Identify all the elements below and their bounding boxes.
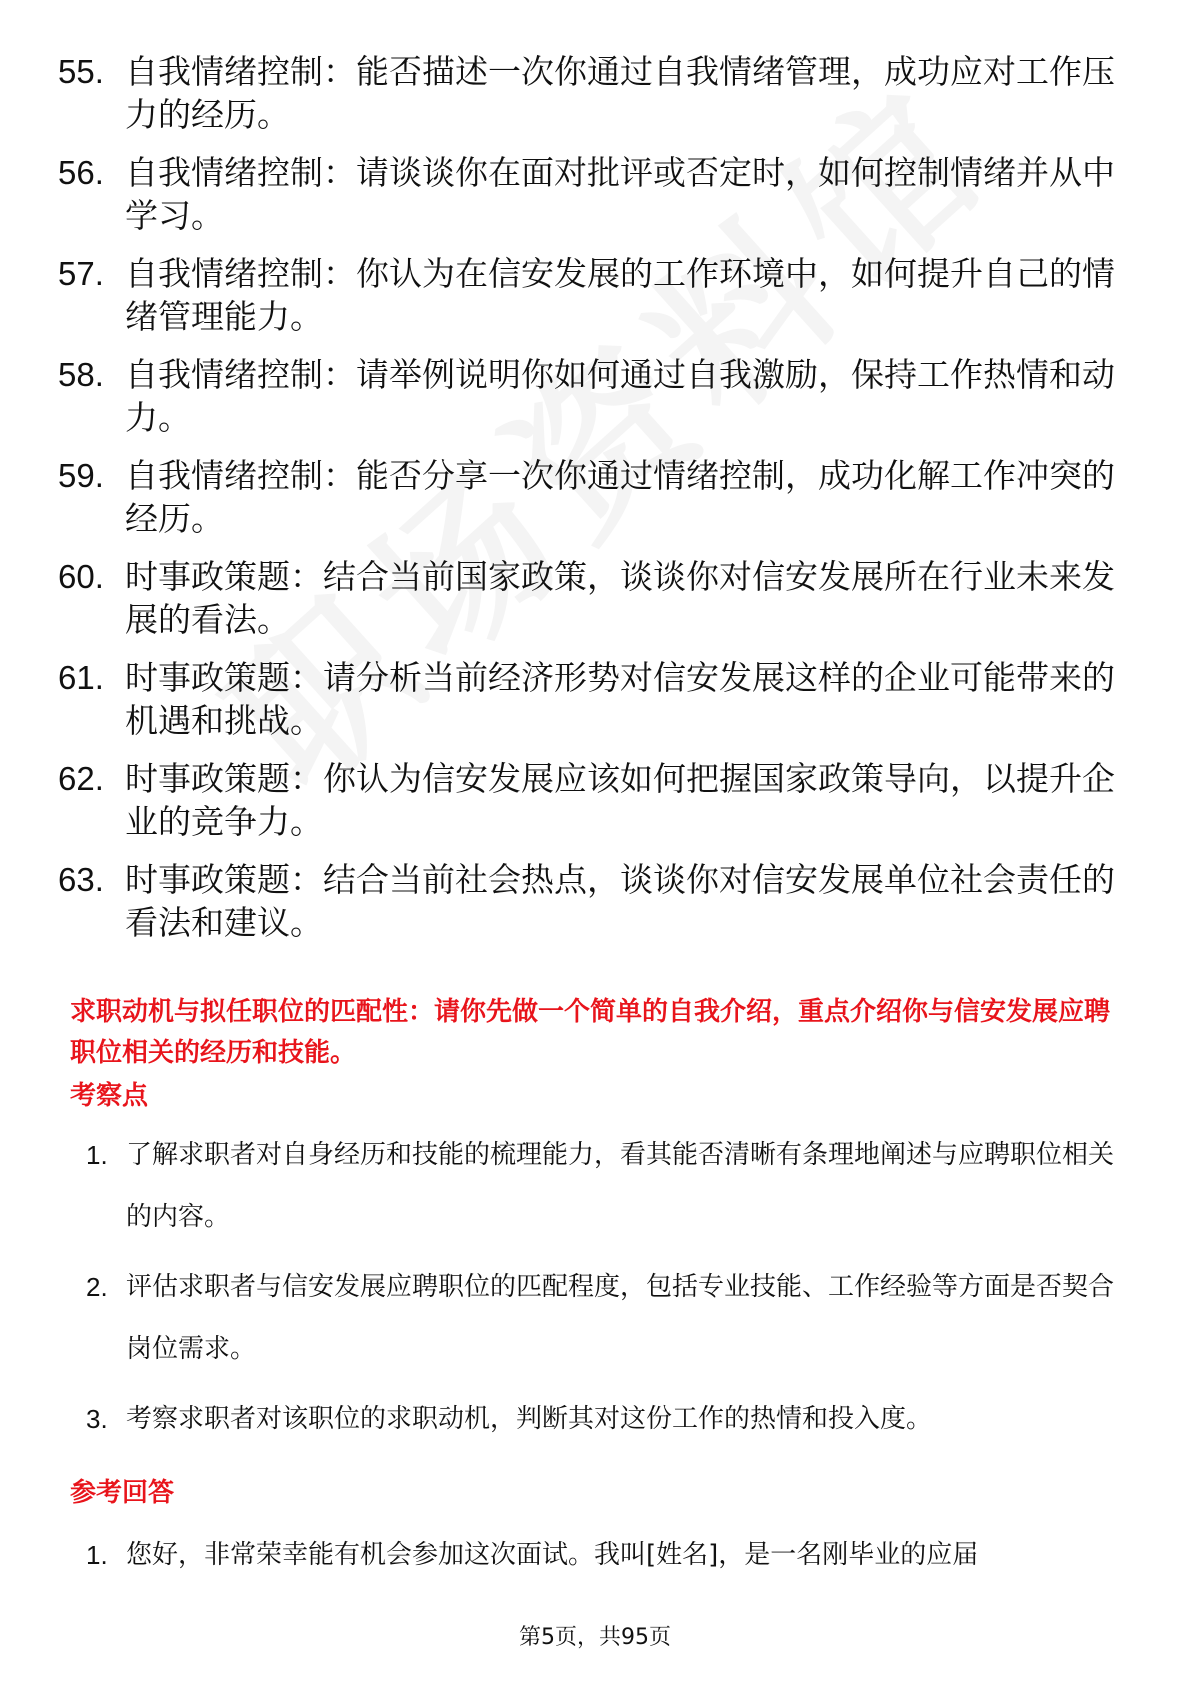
question-text: 自我情绪控制：能否分享一次你通过情绪控制，成功化解工作冲突的经历。 bbox=[125, 456, 1115, 538]
answer-list bbox=[86, 1524, 1126, 1594]
point-number: 1. bbox=[86, 1140, 108, 1170]
question-item bbox=[58, 555, 1138, 641]
question-number: 63. bbox=[58, 861, 104, 898]
section-title: 求职动机与拟任职位的匹配性：请你先做一个简单的自我介绍，重点介绍你与信安发展应聘职位相关的经历和技能。 bbox=[70, 997, 1111, 1068]
question-item bbox=[58, 858, 1138, 944]
question-number: 55. bbox=[58, 53, 104, 90]
point-text: 考察求职者对该职位的求职动机，判断其对这份工作的热情和投入度。 bbox=[126, 1404, 933, 1434]
points-heading: 考察点 bbox=[70, 1081, 149, 1111]
question-number: 61. bbox=[58, 659, 104, 696]
question-item bbox=[58, 252, 1138, 338]
point-text: 评估求职者与信安发展应聘职位的匹配程度，包括专业技能、工作经验等方面是否契合岗位需求。 bbox=[126, 1272, 1115, 1364]
question-item bbox=[58, 50, 1138, 136]
question-item bbox=[58, 353, 1138, 439]
point-item bbox=[86, 1124, 1126, 1248]
answer-text: 您好，非常荣幸能有机会参加这次面试。我叫[姓名]，是一名刚毕业的应届 bbox=[126, 1540, 979, 1570]
question-text: 时事政策题：结合当前国家政策，谈谈你对信安发展所在行业未来发展的看法。 bbox=[125, 557, 1115, 639]
question-item bbox=[58, 151, 1138, 237]
answer-heading: 参考回答 bbox=[70, 1478, 175, 1508]
question-item bbox=[58, 656, 1138, 742]
question-text: 时事政策题：你认为信安发展应该如何把握国家政策导向，以提升企业的竞争力。 bbox=[125, 759, 1115, 841]
question-number: 58. bbox=[58, 356, 104, 393]
question-number: 56. bbox=[58, 154, 104, 191]
question-text: 自我情绪控制：请谈谈你在面对批评或否定时，如何控制情绪并从中学习。 bbox=[125, 153, 1115, 235]
page-footer: 第5页，共95页 bbox=[519, 1625, 671, 1650]
question-list bbox=[58, 50, 1138, 959]
question-number: 57. bbox=[58, 255, 104, 292]
question-number: 60. bbox=[58, 558, 104, 595]
answer-item bbox=[86, 1524, 1126, 1586]
point-item bbox=[86, 1388, 1126, 1450]
answer-number: 1. bbox=[86, 1540, 108, 1570]
point-text: 了解求职者对自身经历和技能的梳理能力，看其能否清晰有条理地阐述与应聘职位相关的内容。 bbox=[126, 1140, 1115, 1232]
question-text: 时事政策题：请分析当前经济形势对信安发展这样的企业可能带来的机遇和挑战。 bbox=[125, 658, 1115, 740]
point-item bbox=[86, 1256, 1126, 1380]
question-text: 自我情绪控制：你认为在信安发展的工作环境中，如何提升自己的情绪管理能力。 bbox=[125, 254, 1115, 336]
point-number: 2. bbox=[86, 1272, 108, 1302]
question-item bbox=[58, 454, 1138, 540]
point-number: 3. bbox=[86, 1404, 108, 1434]
question-text: 自我情绪控制：请举例说明你如何通过自我激励，保持工作热情和动力。 bbox=[125, 355, 1115, 437]
question-number: 59. bbox=[58, 457, 104, 494]
question-text: 自我情绪控制：能否描述一次你通过自我情绪管理，成功应对工作压力的经历。 bbox=[125, 52, 1115, 134]
points-list bbox=[86, 1124, 1126, 1458]
question-text: 时事政策题：结合当前社会热点，谈谈你对信安发展单位社会责任的看法和建议。 bbox=[125, 860, 1115, 942]
question-number: 62. bbox=[58, 760, 104, 797]
question-item bbox=[58, 757, 1138, 843]
